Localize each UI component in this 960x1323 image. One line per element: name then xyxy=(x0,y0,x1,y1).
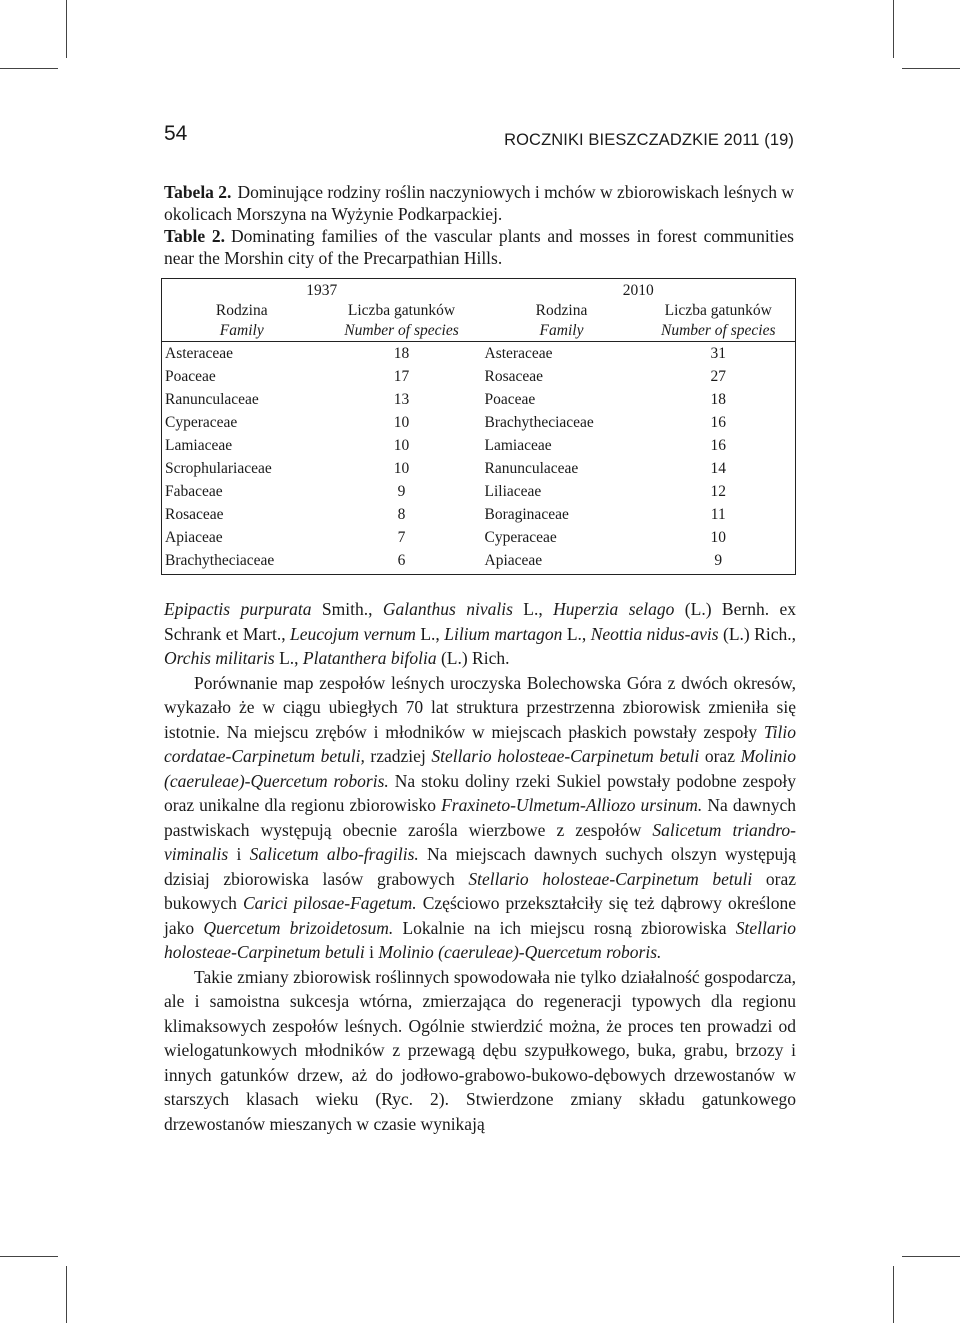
count-1937-cell: 13 xyxy=(393,391,410,408)
family-1937-cell: Apiaceae xyxy=(165,529,223,546)
latin-name: Salicetum albo-fragilis. xyxy=(249,844,419,864)
count-1937-cell: 10 xyxy=(393,460,410,477)
body-text xyxy=(164,597,796,1136)
latin-name: Molinio (caeruleae)-Quercetum roboris. xyxy=(164,746,796,791)
count-1937-cell: 10 xyxy=(393,437,410,454)
text-run: i xyxy=(228,844,250,864)
caption-text-pl: Dominujące rodziny roślin naczyniowych i mchów w zbiorowiskach leśnych w okolicach Morszyna na Wyżynie Podkarpackiej. xyxy=(164,182,794,224)
running-head: ROCZNIKI BIESZCZADZKIE 2011 (19) xyxy=(504,131,794,149)
latin-name: Carici pilosae-Fagetum. xyxy=(242,893,417,913)
caption-label-en: Table 2. xyxy=(164,226,226,246)
text-run: (L.) Bernh. ex Schrank et Mart., xyxy=(164,599,796,644)
text-run: L., xyxy=(415,623,445,644)
family-1937-cell: Brachytheciaceae xyxy=(165,552,275,569)
latin-name: Molinio (caeruleae)-Quercetum roboris. xyxy=(378,942,662,962)
family-2010-cell: Asteraceae xyxy=(484,345,553,362)
count-2010-cell: 16 xyxy=(710,414,726,431)
latin-name: Epipactis purpurata xyxy=(164,599,312,619)
text-run: Takie zmiany zbiorowisk roślinnych spowodowała nie tylko działalność gospodarcza, ale i samoistna sukcesja wtórna, zmierzająca do regeneracji typowych dla regionu klimaksowych zespołów leśnych. Ogólnie stwierdzić można, że proces ten prowadzi od wielogatunkowych młodników z przewagą dębu szypułkowego, buka, grabu, brzozy i innych gatunków drzew, aż do jodłowo-grabowo-bukowo-dębowych drzewostanów w starszych klasach wieku (Ryc. 2). Stwierdzone zmiany składu gatunkowego drzewostanów mieszanych w czasie wynikają xyxy=(164,966,796,1134)
table-row xyxy=(162,434,796,457)
crop-mark xyxy=(0,1256,58,1257)
family-2010-cell: Boraginaceae xyxy=(484,506,569,523)
caption-label-pl: Tabela 2. xyxy=(164,182,232,202)
crop-mark xyxy=(902,1256,960,1257)
latin-name: Quercetum brizoidetosum. xyxy=(203,917,394,938)
species-table xyxy=(161,278,796,575)
table-caption-en xyxy=(164,225,794,269)
count-1937-cell: 8 xyxy=(397,506,406,523)
table-row xyxy=(162,342,796,366)
text-run: Smith., xyxy=(311,599,383,619)
table-row xyxy=(162,365,796,388)
count-2010-cell: 10 xyxy=(710,529,726,546)
table-row xyxy=(162,503,796,526)
year-1937: 1937 xyxy=(306,281,338,299)
col-count-b: Liczba gatunków Number of species xyxy=(642,301,796,342)
family-2010-cell: Lamiaceae xyxy=(484,437,552,454)
page-number: 54 xyxy=(164,122,188,145)
count-1937-cell: 10 xyxy=(393,414,410,431)
family-1937-cell: Ranunculaceae xyxy=(165,391,259,408)
crop-mark xyxy=(893,1266,894,1323)
text-run: Porównanie map zespołów leśnych uroczyska Bolechowska Góra z dwóch okresów, wykazało że w ciągu ubiegłych 70 lat struktura przestrzenna zbiorowisk zmieniła się istotnie. Na miejscu zrębów i młodników w miejscach płaskich powstały zespoły xyxy=(164,672,796,742)
count-2010-cell: 12 xyxy=(710,483,726,500)
latin-name: Neottia nidus-avis xyxy=(590,623,719,644)
table-body xyxy=(162,342,796,575)
text-run: (L.) Rich., xyxy=(718,623,796,644)
table-row xyxy=(162,411,796,434)
family-2010-cell: Apiaceae xyxy=(484,552,543,569)
text-run: Częściowo przekształciły się też dąbrowy określone jako xyxy=(164,893,797,938)
family-2010-cell: Liliaceae xyxy=(484,483,542,500)
column-header-row xyxy=(162,301,796,342)
year-header-row xyxy=(162,279,796,302)
family-2010-cell: Poaceae xyxy=(484,391,536,408)
latin-name: Leucojum vernum xyxy=(290,623,416,644)
family-1937-cell: Fabaceae xyxy=(165,483,223,500)
count-1937-cell: 7 xyxy=(397,529,406,546)
table-row xyxy=(162,549,796,575)
count-2010-cell: 14 xyxy=(710,460,726,477)
table-row xyxy=(162,526,796,549)
latin-name: Lilium martagon xyxy=(444,623,563,644)
latin-name: Huperzia selago xyxy=(553,599,675,619)
caption-text-en: Dominating families of the vascular plants and mosses in forest communities near the Morshin city of the Precarpathian Hills. xyxy=(164,226,794,268)
latin-name: Fraxineto-Ulmetum-Alliozo ursinum. xyxy=(441,795,703,815)
family-2010-cell: Ranunculaceae xyxy=(484,460,579,477)
crop-mark xyxy=(66,0,67,58)
count-1937-cell: 18 xyxy=(393,345,410,362)
text-run: oraz bukowych xyxy=(164,868,796,913)
col-family-a: Rodzina Family xyxy=(162,301,322,342)
latin-name: Galanthus nivalis xyxy=(382,599,513,619)
count-2010-cell: 31 xyxy=(710,345,726,362)
table-row xyxy=(162,480,796,503)
crop-mark xyxy=(66,1266,67,1323)
count-2010-cell: 27 xyxy=(710,368,726,385)
latin-name: Stellario holosteae-Carpinetum betuli xyxy=(468,868,753,889)
text-run: L., xyxy=(274,648,303,668)
table-row xyxy=(162,388,796,411)
count-2010-cell: 11 xyxy=(710,506,726,523)
text-run: oraz xyxy=(699,746,741,766)
table-row xyxy=(162,457,796,480)
family-1937-cell: Scrophulariaceae xyxy=(165,460,272,477)
family-2010-cell: Brachytheciaceae xyxy=(484,414,594,431)
family-1937-cell: Asteraceae xyxy=(165,345,233,362)
text-run: Na dawnych pastwiskach występują obecnie zarośla wierzbowe z zespołów xyxy=(164,795,796,840)
count-2010-cell: 9 xyxy=(714,552,723,569)
year-2010: 2010 xyxy=(622,281,654,299)
text-run: L., xyxy=(512,599,554,619)
text-run: (L.) Rich. xyxy=(436,648,510,668)
text-run: Na miejscach dawnych suchych olszyn występują dzisiaj zbiorowiska lasów grabowych xyxy=(164,844,796,889)
text-run: rzadziej xyxy=(364,746,432,766)
crop-mark xyxy=(0,68,58,69)
family-1937-cell: Cyperaceae xyxy=(165,414,238,431)
count-1937-cell: 17 xyxy=(393,368,410,385)
latin-name: Platanthera bifolia xyxy=(302,648,437,668)
latin-name: Stellario holosteae-Carpinetum betuli xyxy=(164,917,797,962)
table-caption-pl xyxy=(164,181,794,225)
crop-mark xyxy=(902,68,960,69)
count-1937-cell: 6 xyxy=(397,552,406,569)
text-run: i xyxy=(364,942,379,962)
count-1937-cell: 9 xyxy=(397,483,406,500)
col-family-b: Rodzina Family xyxy=(482,301,642,342)
text-run: L., xyxy=(562,623,591,644)
latin-name: Stellario holosteae-Carpinetum betuli xyxy=(431,746,700,766)
text-run: Lokalnie na ich miejscu rosną zbiorowiska xyxy=(393,917,736,938)
family-1937-cell: Lamiaceae xyxy=(165,437,233,454)
latin-name: Tilio cordatae-Carpinetum betuli, xyxy=(164,721,796,766)
paragraph-changes xyxy=(164,965,796,1137)
family-1937-cell: Poaceae xyxy=(165,368,216,385)
family-2010-cell: Cyperaceae xyxy=(484,529,557,546)
count-2010-cell: 18 xyxy=(710,391,726,408)
latin-name: Orchis militaris xyxy=(164,648,275,668)
count-2010-cell: 16 xyxy=(710,437,726,454)
paragraph-comparison xyxy=(164,671,796,965)
text-run: Na stoku doliny rzeki Sukiel powstały podobne zespoły oraz unikalne dla regionu zbiorowisko xyxy=(164,770,796,815)
family-1937-cell: Rosaceae xyxy=(165,506,224,523)
col-count-a: Liczba gatunków Number of species xyxy=(322,301,482,342)
crop-mark xyxy=(893,0,894,58)
family-2010-cell: Rosaceae xyxy=(484,368,544,385)
latin-name: Salicetum triandro-viminalis xyxy=(164,819,796,864)
paragraph-species-list xyxy=(164,597,796,671)
